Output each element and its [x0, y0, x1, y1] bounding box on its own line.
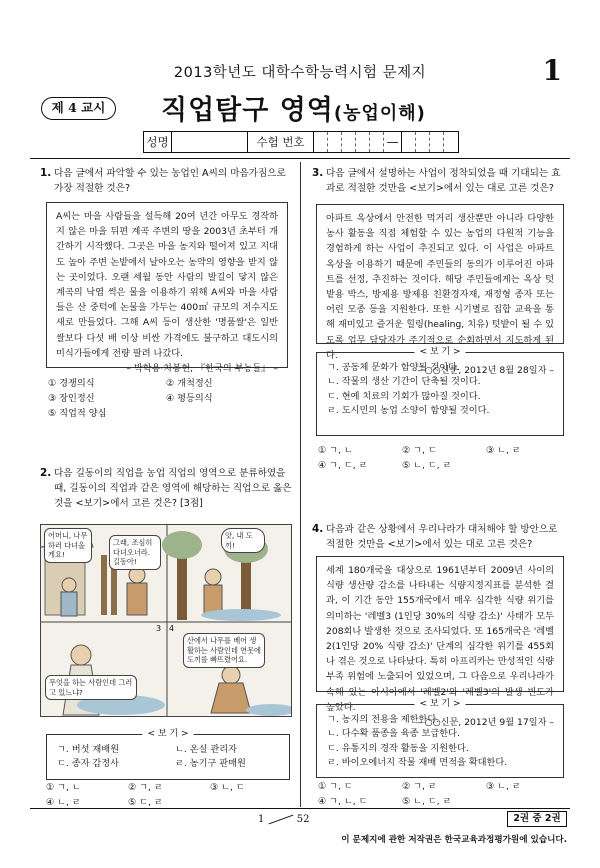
choice-1[interactable]: ① 경쟁의식 [48, 378, 95, 389]
question-2 [40, 466, 292, 511]
name-label: 성명 [144, 132, 172, 152]
speech-bubble-1: 어머니, 나무하러 다녀올게요! [44, 528, 92, 563]
bogi-item: ㄱ. 농지의 전용을 제한한다. [327, 714, 440, 725]
copyright-notice: 이 문제지에 관한 저작권은 한국교육과정평가원에 있습니다. [341, 835, 567, 845]
choice-2[interactable]: ② ㄱ, ㄹ [402, 781, 437, 792]
choice-5[interactable]: ⑤ ㄴ, ㄷ, ㄹ [402, 460, 452, 471]
exam-number-digit[interactable] [370, 132, 384, 152]
passage-text: 세계 180개국을 대상으로 1961년부터 2009년 사이의 식량 생산량 감소를 나타내는 식량지정지표를 분석한 결과, 이 기간 동안 155개국에서 매우 심각한 식량 위기를 의미하는 '레벨3 (1인당 30%의 식량 감소)' 사태가 모두 208회나 발생한 것으로 조사되었다. 또 165개국은 '레벨2(1인당 20% 식량 감소)' 단계의 심각한 위기를 455회나 겪은 것으로 나타났다. 특히 아프리카는 만성적인 식량 부족 위험에 노출되어 있었으며, 그 다음으로 우리나라가 속해 있는 아시아에서 '레벨2'와 '레벨3'의 발생 빈도가 높았다. [326, 565, 554, 713]
panel-number-4: 4 [169, 624, 175, 633]
q2-comic [40, 524, 292, 717]
choice-4[interactable]: ④ ㄴ, ㄹ [46, 797, 81, 808]
question-3 [312, 166, 564, 196]
speech-bubble-4: 무엇을 하는 사람인데 그러고 있느냐? [45, 675, 137, 700]
session-badge: 제 4 교시 [41, 97, 116, 120]
speech-bubble-3: 앗, 내 도끼! [221, 528, 265, 553]
q1-passage [46, 202, 288, 375]
bogi-item: ㄹ. 바이오에너지 작물 재배 면적을 확대한다. [327, 756, 508, 768]
choice-3[interactable]: ③ ㄴ, ㄹ [486, 781, 521, 792]
choice-2[interactable]: ② ㄱ, ㄷ [402, 445, 437, 456]
header-rule [30, 158, 570, 159]
bogi-item: ㄹ. 도시민의 농업 소양이 함양될 것이다. [327, 404, 490, 416]
choice-2[interactable]: ② 개척정신 [166, 378, 213, 389]
q2-bogi-box [46, 729, 290, 780]
choice-3[interactable]: ③ ㄴ, ㄷ [210, 782, 245, 793]
footer-page-indicator [258, 814, 309, 825]
speech-bubble-2: 그래, 조심히 다녀오너라. 길동아! [109, 535, 161, 570]
footer-page: 1 [258, 814, 265, 825]
name-field[interactable] [172, 132, 248, 152]
exam-number-digit[interactable] [416, 132, 430, 152]
speech-bubble-5: 산에서 나무를 베어 생활하는 사람인데 연못에 도끼를 빠뜨렸어요. [183, 633, 265, 668]
exam-number-digit[interactable] [402, 132, 416, 152]
bogi-item: ㄷ. 종자 감정사 [57, 758, 120, 770]
choice-5[interactable]: ⑤ 직업적 양심 [48, 408, 107, 419]
volume-badge: 2권 중 2권 [507, 811, 567, 827]
choice-1[interactable]: ① ㄱ, ㄷ [318, 781, 353, 792]
q4-choices [318, 779, 568, 809]
choice-3[interactable]: ③ ㄴ, ㄹ [486, 445, 521, 456]
q3-bogi-box [316, 347, 564, 436]
exam-number-digit[interactable] [314, 132, 328, 152]
passage-source: – 박학용·차봉현, 『한국의 부농들』 – [126, 363, 278, 375]
choice-4[interactable]: ④ ㄱ, ㄷ, ㄹ [318, 460, 368, 471]
subject-main: 직업탐구 영역 [161, 95, 334, 126]
question-number: 2. [40, 467, 52, 479]
passage-source: – ○○신문, 2012년 9월 17일자 – [417, 717, 554, 729]
exam-number-digit[interactable] [444, 132, 458, 152]
question-stem: 다음 글에서 파악할 수 있는 농업인 A씨의 마음가짐으로 가장 적절한 것은? [54, 168, 286, 194]
bogi-item: ㄴ. 작물의 생산 기간이 단축될 것이다. [327, 376, 481, 388]
subject-title [161, 88, 426, 127]
choice-1[interactable]: ① ㄱ, ㄴ [46, 782, 81, 793]
choice-1[interactable]: ① ㄱ, ㄴ [318, 445, 353, 456]
column-divider [300, 162, 301, 807]
bogi-item: ㄷ. 유통지의 경작 활동을 지원한다. [327, 742, 469, 754]
bogi-label: < 보 기 > [414, 346, 465, 358]
question-stem: 다음 길동이의 직업을 농업 직업의 영역으로 분류하였을 때, 길동이의 직업과 같은 영역에 해당하는 직업으로 옳은 것을 <보기>에서 고른 것은? [3점] [54, 468, 292, 509]
exam-number-label: 수험 번호 [248, 132, 314, 152]
panel-number-3: 3 [156, 624, 162, 633]
exam-number-digit[interactable] [342, 132, 356, 152]
q1-choices [48, 376, 293, 421]
exam-number-digit[interactable] [430, 132, 444, 152]
passage-source: – ○○신문, 2012년 8월 28일자 – [417, 365, 554, 377]
question-4 [312, 522, 564, 552]
choice-4[interactable]: ④ 평등의식 [166, 393, 213, 404]
bogi-label: < 보 기 > [142, 728, 193, 740]
bogi-label: < 보 기 > [414, 698, 465, 710]
exam-number-digit[interactable] [328, 132, 342, 152]
question-number: 4. [312, 523, 324, 535]
question-stem: 다음과 같은 상황에서 우리나라가 대처해야 할 방안으로 적절한 것만을 <보기>에서 있는 대로 고른 것은? [326, 524, 558, 550]
choice-5[interactable]: ⑤ ㄴ, ㄷ, ㄹ [402, 796, 452, 807]
exam-number-dash: — [384, 132, 402, 152]
student-id-bar [143, 131, 459, 153]
q2-choices [46, 780, 296, 810]
choice-5[interactable]: ⑤ ㄷ, ㄹ [128, 797, 163, 808]
bogi-item: ㄷ. 현예 치료의 기회가 많아질 것이다. [327, 390, 481, 402]
bogi-item: ㄴ. 온실 관리자 [175, 744, 238, 755]
bogi-item: ㄱ. 공동체 문화가 함양될 것이다. [327, 362, 460, 373]
question-stem: 다음 글에서 설명하는 사업이 정착되었을 때 기대되는 효과로 적절한 것만을 <보기>에서 있는 대로 고른 것은? [326, 168, 561, 194]
question-1 [40, 166, 292, 196]
question-number: 1. [40, 167, 52, 179]
bogi-item: ㄱ. 버섯 재배원 [57, 744, 120, 755]
passage-text: 아파트 옥상에서 안전한 먹거리 생산뿐만 아니라 다양한 농사 활동을 직접 체험할 수 있는 농업의 다원적 기능을 경험하게 하는 사업이 추진되고 있다. 이 사업은 아파트 옥상을 이용하기 때문에 주민들의 동의가 이루어진 아파트를 선정, 추진하는 것이다. 해당 주민들에게는 옥상 텃밭용 박스, 방제용 방제용 친환경자재, 재정형 종자 또는 어린 모종 등을 지원한다. 또한 시기별로 집합 교육을 통해 재미있고 즐거운 힐링(healing, 치유) 텃밭이 될 수 있도록 업무 담당자가 주기적으로 순회하면서 지도하게 된다. [326, 213, 554, 361]
exam-number-digit[interactable] [356, 132, 370, 152]
choice-3[interactable]: ③ 장인정신 [48, 393, 95, 404]
passage-text: A씨는 마을 사람들을 설득해 20여 년간 아무도 경작하지 않은 마을 뒤편 계곡 주변의 땅을 2003년 초부터 개간하기 시작했다. 그곳은 마을 농지와 떨어져 있고 지대도 높아 주변 논밭에서 날아오는 농약의 영향을 받지 않는 곳이었다. 오랜 세월 동안 사람의 발길이 닿지 않은 계곡의 낙엽 썩은 물을 이용하기 위해 A씨와 마을 사람들은 산 중턱에 논물을 가두는 400㎡ 규모의 저수지도 새로 만들었다. 그해 A씨 등이 생산한 '명품쌀'은 일반 쌀보다 다섯 배 이상 비싼 가격에도 불구하고 대도시의 미식가들에게 전량 팔려 나갔다. [56, 211, 278, 359]
q4-bogi-box [316, 699, 564, 778]
q3-choices [318, 443, 568, 473]
footer-total: 52 [296, 814, 310, 825]
bogi-item: ㄴ. 다수확 품종을 육종 보급한다. [327, 728, 460, 740]
question-number: 3. [312, 167, 324, 179]
bogi-item: ㄹ. 농기구 판매원 [175, 758, 246, 770]
choice-4[interactable]: ④ ㄱ, ㄴ, ㄷ [318, 796, 368, 807]
footer-rule [30, 808, 570, 809]
page-number: 1 [542, 54, 562, 87]
choice-2[interactable]: ② ㄱ, ㄹ [128, 782, 163, 793]
subject-sub: (농업이해) [333, 103, 426, 124]
exam-title: 2013학년도 대학수학능력시험 문제지 [173, 65, 427, 81]
